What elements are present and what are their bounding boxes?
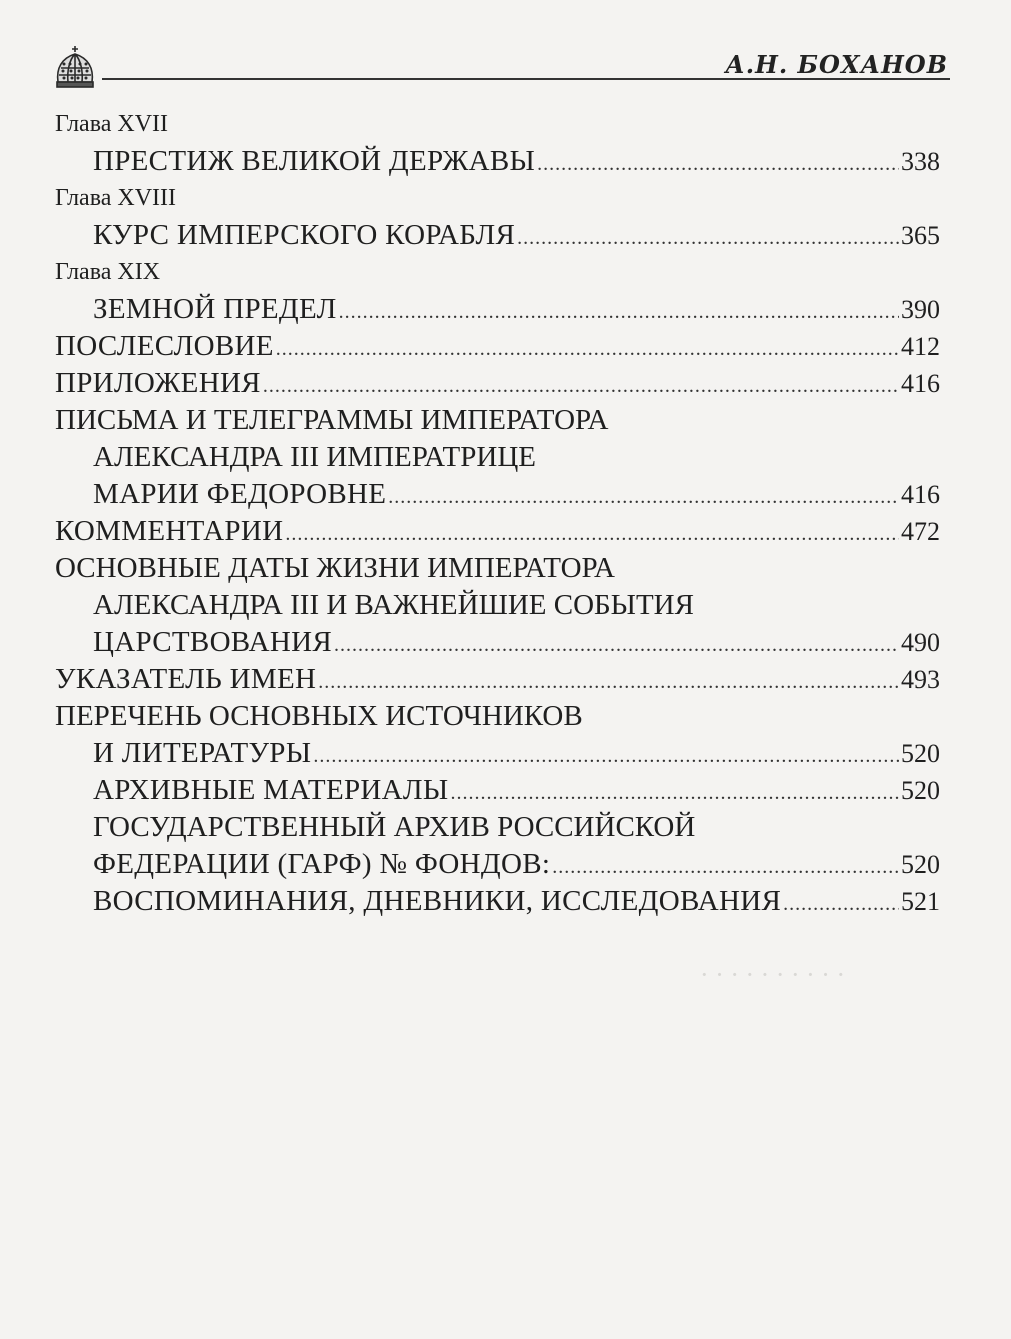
toc-leader-dots (276, 331, 899, 368)
toc-entry-text: ГОСУДАРСТВЕННЫЙ АРХИВ РОССИЙСКОЙ (93, 811, 696, 843)
toc-entry-title: И ЛИТЕРАТУРЫ (93, 737, 312, 769)
toc-page-number: 416 (901, 369, 940, 398)
toc-page-number: 520 (901, 850, 940, 879)
toc-entry (55, 217, 940, 254)
toc-entry-title: ЗЕМНОЙ ПРЕДЕЛ (93, 293, 337, 325)
toc-leader-dots (285, 516, 899, 553)
toc-entry-title: ФЕДЕРАЦИИ (ГАРФ) № ФОНДОВ: (93, 848, 551, 880)
toc-leader-dots (339, 294, 899, 331)
toc-entry (55, 772, 940, 809)
toc-entry-text: ПИСЬМА И ТЕЛЕГРАММЫ ИМПЕРАТОРА (55, 404, 609, 436)
toc-entry-text: ОСНОВНЫЕ ДАТЫ ЖИЗНИ ИМПЕРАТОРА (55, 552, 615, 584)
toc-entry (55, 513, 940, 550)
toc-page-number: 520 (901, 739, 940, 768)
toc-page-number: 390 (901, 295, 940, 324)
toc-page-number: 521 (901, 887, 940, 916)
toc-entry (55, 624, 940, 661)
toc-leader-dots (537, 146, 899, 183)
toc-leader-dots (263, 368, 899, 405)
crown-icon (52, 44, 98, 90)
toc-entry-title: ЦАРСТВОВАНИЯ (93, 626, 332, 658)
toc-page-number: 412 (901, 332, 940, 361)
toc-entry (55, 883, 940, 920)
toc-page-number: 365 (901, 221, 940, 250)
toc-entry-text: АЛЕКСАНДРА III ИМПЕРАТРИЦЕ (93, 441, 536, 473)
toc-entry-title: ПРЕСТИЖ ВЕЛИКОЙ ДЕРЖАВЫ (93, 145, 536, 177)
toc-page-number: 493 (901, 665, 940, 694)
toc-leader-dots (552, 849, 899, 886)
toc-entry (55, 661, 940, 698)
toc-page-number: 472 (901, 517, 940, 546)
toc-chapter-label: Глава XVII (55, 111, 169, 137)
toc-leader-dots (783, 886, 899, 923)
page-header (52, 44, 950, 92)
toc-entry (55, 476, 940, 513)
toc-entry (55, 291, 940, 328)
toc-entry (55, 846, 940, 883)
toc-leader-dots (450, 775, 899, 812)
table-of-contents (55, 106, 940, 920)
toc-entry-title: ПОСЛЕСЛОВИЕ (55, 330, 274, 362)
show-through-decoration: · · · · · · · · · · (700, 960, 846, 989)
toc-entry (55, 328, 940, 365)
toc-entry-title: АРХИВНЫЕ МАТЕРИАЛЫ (93, 774, 449, 806)
toc-entry (55, 735, 940, 772)
toc-page-number: 490 (901, 628, 940, 657)
toc-chapter-label: Глава XVIII (55, 185, 177, 211)
toc-leader-dots (318, 664, 899, 701)
toc-entry (55, 143, 940, 180)
toc-entry-title: ВОСПОМИНАНИЯ, ДНЕВНИКИ, ИССЛЕДОВАНИЯ (93, 885, 782, 917)
toc-chapter-label: Глава XIX (55, 259, 161, 285)
toc-page-number: 416 (901, 480, 940, 509)
toc-entry-title: МАРИИ ФЕДОРОВНЕ (93, 478, 387, 510)
toc-leader-dots (388, 479, 899, 516)
toc-entry-text: АЛЕКСАНДРА III И ВАЖНЕЙШИЕ СОБЫТИЯ (93, 589, 694, 621)
toc-leader-dots (517, 220, 899, 257)
toc-entry-title: КОММЕНТАРИИ (55, 515, 284, 547)
toc-page-number: 338 (901, 147, 940, 176)
toc-page-number: 520 (901, 776, 940, 805)
toc-leader-dots (334, 627, 899, 664)
toc-entry-title: КУРС ИМПЕРСКОГО КОРАБЛЯ (93, 219, 516, 251)
toc-leader-dots (313, 738, 899, 775)
toc-entry (55, 365, 940, 402)
toc-entry-title: УКАЗАТЕЛЬ ИМЕН (55, 663, 317, 695)
author-name: А.Н. БОХАНОВ (725, 50, 948, 79)
toc-entry-text: ПЕРЕЧЕНЬ ОСНОВНЫХ ИСТОЧНИКОВ (55, 700, 583, 732)
toc-entry-title: ПРИЛОЖЕНИЯ (55, 367, 261, 399)
